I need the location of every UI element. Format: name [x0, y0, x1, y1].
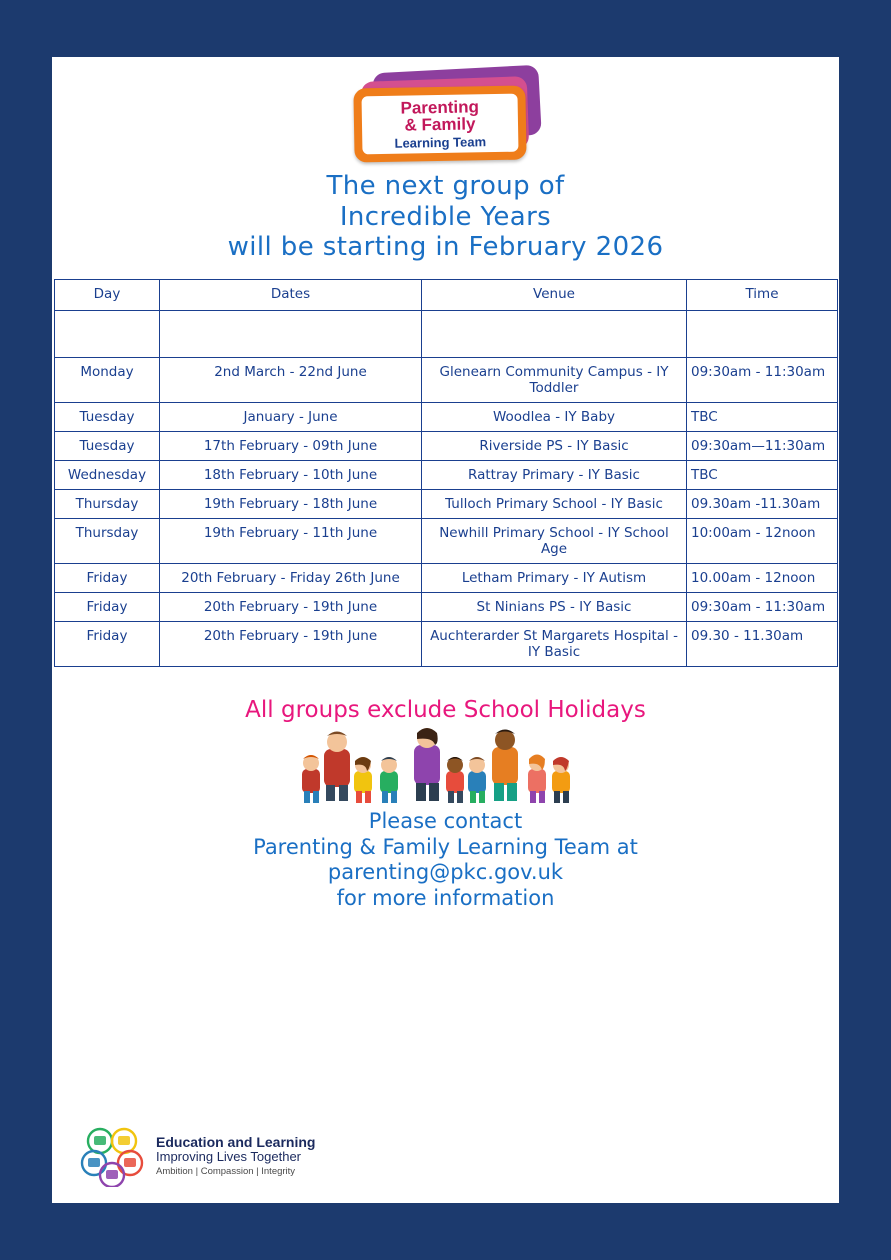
logo-line-2: & Family [403, 114, 476, 135]
cell-venue [422, 311, 687, 358]
cell-time: TBC [687, 461, 838, 490]
cell-venue: Tulloch Primary School - IY Basic [422, 490, 687, 519]
cell-venue: Glenearn Community Campus - IY Toddler [422, 358, 687, 403]
contact-line-2: Parenting & Family Learning Team at [253, 834, 638, 859]
cell-venue: Letham Primary - IY Autism [422, 564, 687, 593]
schedule-table [54, 279, 838, 667]
cell-dates: January - June [160, 403, 422, 432]
table-row [55, 593, 838, 622]
table-row [55, 519, 838, 564]
cell-venue: Newhill Primary School - IY School Age [422, 519, 687, 564]
cell-day: Tuesday [55, 432, 160, 461]
cell-day: Wednesday [55, 461, 160, 490]
cell-dates: 19th February - 18th June [160, 490, 422, 519]
footer-section [52, 667, 839, 911]
table-row [55, 403, 838, 432]
cell-day [55, 311, 160, 358]
table-row [55, 564, 838, 593]
cell-time: 09:30am - 11:30am [687, 593, 838, 622]
council-logo-text [156, 1135, 315, 1178]
cell-day: Friday [55, 564, 160, 593]
table-row [55, 490, 838, 519]
column-header-time: Time [687, 280, 838, 311]
council-logo-line-2: Improving Lives Together [156, 1149, 302, 1165]
cell-dates: 20th February - Friday 26th June [160, 564, 422, 593]
table-row [55, 358, 838, 403]
council-logo-line-3: Ambition | Compassion | Integrity [156, 1165, 296, 1177]
cell-venue: Auchterarder St Margarets Hospital - IY Basic [422, 622, 687, 667]
cell-venue: St Ninians PS - IY Basic [422, 593, 687, 622]
petals-icon [80, 1125, 148, 1187]
cell-dates: 20th February - 19th June [160, 593, 422, 622]
cell-time: 09.30 - 11.30am [687, 622, 838, 667]
cell-day: Monday [55, 358, 160, 403]
poster-page [52, 57, 839, 1203]
cell-day: Thursday [55, 519, 160, 564]
cell-day: Tuesday [55, 403, 160, 432]
logo-line-1: Parenting [399, 97, 479, 118]
cell-venue: Rattray Primary - IY Basic [422, 461, 687, 490]
cell-time [687, 311, 838, 358]
table-row [55, 461, 838, 490]
title-line-3: will be starting in February 2026 [227, 232, 664, 263]
cell-time: 09:30am - 11:30am [687, 358, 838, 403]
cell-time: TBC [687, 403, 838, 432]
column-header-dates: Dates [160, 280, 422, 311]
cell-time: 09.30am -11.30am [687, 490, 838, 519]
cell-dates [160, 311, 422, 358]
column-header-day: Day [55, 280, 160, 311]
column-header-venue: Venue [422, 280, 687, 311]
cell-day: Friday [55, 622, 160, 667]
cell-venue: Riverside PS - IY Basic [422, 432, 687, 461]
family-illustration [296, 727, 596, 807]
cell-dates: 19th February - 11th June [160, 519, 422, 564]
contact-line-4: for more information [336, 885, 555, 910]
page-title [52, 171, 839, 279]
logo-inner-panel [361, 94, 518, 155]
cell-day: Thursday [55, 490, 160, 519]
cell-time: 09:30am—11:30am [687, 432, 838, 461]
school-holidays-note: All groups exclude School Holidays [245, 697, 646, 724]
table-header-row [55, 280, 838, 311]
cell-dates: 18th February - 10th June [160, 461, 422, 490]
table-row [55, 622, 838, 667]
table-row [55, 311, 838, 358]
cell-day: Friday [55, 593, 160, 622]
cell-time: 10:00am - 12noon [687, 519, 838, 564]
cell-dates: 2nd March - 22nd June [160, 358, 422, 403]
cell-time: 10.00am - 12noon [687, 564, 838, 593]
title-line-2: Incredible Years [339, 201, 552, 232]
education-and-learning-logo [80, 1125, 315, 1187]
logo-line-3: Learning Team [393, 133, 486, 151]
council-logo-line-1: Education and Learning [156, 1133, 316, 1150]
cell-dates: 20th February - 19th June [160, 622, 422, 667]
table-row [55, 432, 838, 461]
contact-line-1: Please contact [368, 809, 523, 834]
logo-cards [346, 67, 546, 167]
title-line-1: The next group of [326, 171, 565, 201]
contact-email[interactable]: parenting@pkc.gov.uk [327, 860, 564, 885]
contact-block [52, 809, 839, 911]
cell-venue: Woodlea - IY Baby [422, 403, 687, 432]
parenting-family-logo [52, 57, 839, 177]
cell-dates: 17th February - 09th June [160, 432, 422, 461]
